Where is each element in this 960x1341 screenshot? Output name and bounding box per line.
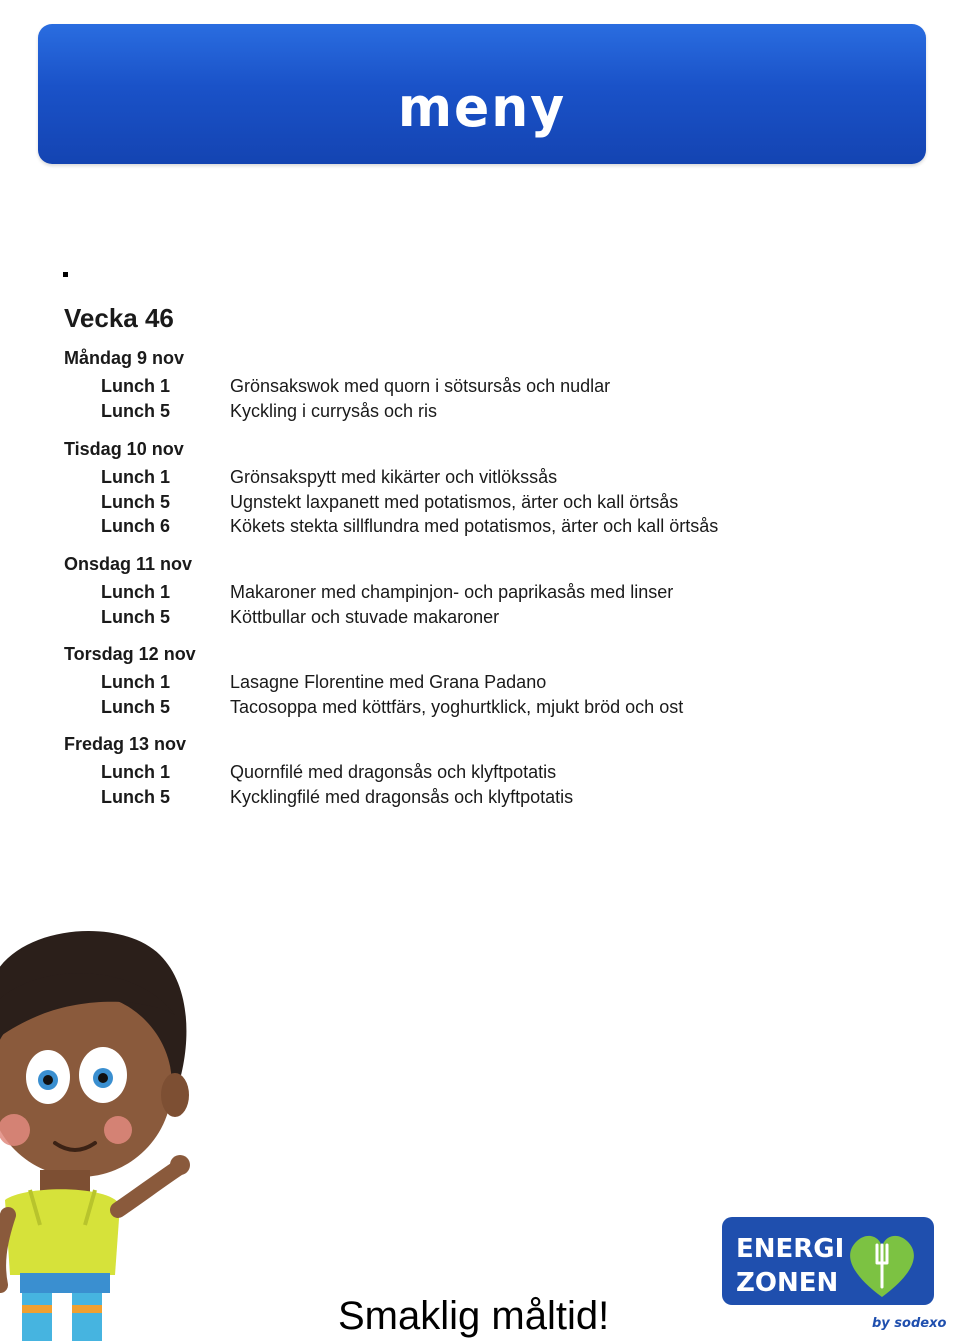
logo-by: by sodexo [872, 1316, 947, 1331]
dish-name: Tacosoppa med köttfärs, yoghurtklick, mjukt bröd och ost [230, 696, 684, 717]
dish-name: Quornfilé med dragonsås och klyftpotatis [230, 762, 557, 782]
lunch-label: Lunch 1 [101, 582, 171, 602]
lunch-label: Lunch 5 [101, 400, 171, 421]
day-heading: Tisdag 10 nov [64, 439, 184, 459]
dish-name: Lasagne Florentine med Grana Padano [230, 672, 547, 692]
week-heading: Vecka 46 [64, 303, 174, 333]
page-title: meny [397, 76, 567, 140]
lunch-label: Lunch 1 [101, 672, 171, 692]
dish-name: Kyckling i currysås och ris [230, 400, 438, 421]
day-heading: Fredag 13 nov [64, 734, 187, 754]
child-mascot-illustration [0, 925, 200, 1341]
dish-name: Kökets stekta sillflundra med potatismos, ärter och kall örtsås [230, 516, 719, 536]
dish-name: Grönsakswok med quorn i sötsursås och nudlar [230, 376, 611, 396]
energi-zonen-logo [722, 1215, 947, 1333]
dish-name: Kycklingfilé med dragonsås och klyftpotatis [230, 786, 574, 807]
dish-name: Makaroner med champinjon- och paprikasås med linser [230, 582, 674, 602]
day-heading: Torsdag 12 nov [64, 644, 196, 664]
lunch-label: Lunch 5 [101, 696, 171, 717]
header-banner [38, 24, 926, 164]
dish-name: Ugnstekt laxpanett med potatismos, ärter och kall örtsås [230, 491, 679, 512]
lunch-label: Lunch 5 [101, 491, 171, 512]
day-heading: Onsdag 11 nov [64, 554, 193, 574]
day-heading: Måndag 9 nov [64, 348, 185, 368]
lunch-label: Lunch 5 [101, 606, 171, 627]
logo-line2: ZONEN [736, 1268, 839, 1298]
lunch-label: Lunch 5 [101, 786, 171, 807]
lunch-label: Lunch 6 [101, 516, 171, 536]
lunch-label: Lunch 1 [101, 376, 171, 396]
lunch-label: Lunch 1 [101, 762, 171, 782]
logo-line1: ENERGI [736, 1234, 845, 1264]
footer-greeting: Smaklig måltid! [338, 1294, 610, 1338]
bullet-marker [63, 272, 68, 277]
lunch-label: Lunch 1 [101, 467, 171, 487]
dish-name: Köttbullar och stuvade makaroner [230, 606, 500, 627]
dish-name: Grönsakspytt med kikärter och vitlökssås [230, 467, 558, 487]
